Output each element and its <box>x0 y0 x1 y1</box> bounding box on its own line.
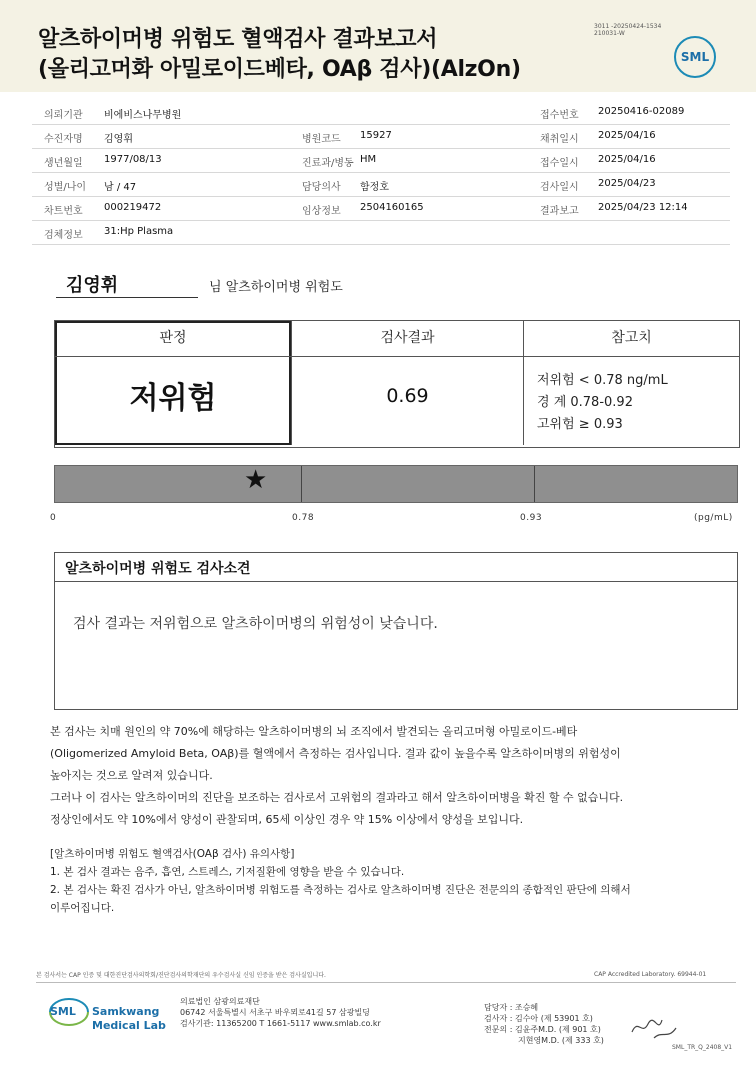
org-contact: 검사기관: 11365200 T 1661-5117 www.smlab.co.kr <box>180 1019 381 1028</box>
doc-code-line2: 210031-W <box>594 30 625 37</box>
chart-no-value: 000219472 <box>104 202 162 213</box>
sml-logo-name-line2: Medical Lab <box>92 1019 166 1032</box>
dept-value: HM <box>360 154 377 165</box>
birth-value: 1977/08/13 <box>104 154 162 165</box>
scale-label-mid: 0.78 <box>292 513 315 523</box>
reference-borderline: 경 계 0.78-0.92 <box>537 395 633 410</box>
description-line: 높아지는 것으로 알려져 있습니다. <box>50 769 213 782</box>
sml-logo-name-line1: Samkwang <box>92 1005 160 1018</box>
examinee-label: 수진자명 <box>44 134 83 145</box>
name-underline <box>56 297 198 298</box>
examinee-value: 김영휘 <box>104 134 133 145</box>
birth-label: 생년월일 <box>44 158 83 169</box>
org-address: 06742 서울특별시 서초구 바우뫼로41길 57 삼광빌딩 <box>180 1008 370 1017</box>
test-date-value: 2025/04/23 <box>598 178 656 189</box>
form-code: SML_TR_Q_2408_V1 <box>672 1044 733 1051</box>
description-line: 본 검사는 치매 원인의 약 70%에 해당하는 알츠하이머병의 뇌 조직에서 발견되는 올리고머형 아밀로이드-베타 <box>50 725 578 738</box>
info-row <box>32 148 730 173</box>
sex-age-value: 남 / 47 <box>104 182 137 193</box>
result-value: 0.69 <box>386 385 429 407</box>
scale-divider <box>534 466 535 502</box>
result-marker-star-icon: ★ <box>244 465 268 495</box>
scale-divider <box>301 466 302 502</box>
staff-specialist-2: 지현영M.D. (제 333 호) <box>518 1036 604 1045</box>
scale-label-high: 0.93 <box>520 513 543 523</box>
accreditation-note: 본 검사서는 CAP 인증 및 대한진단검사의학회/진단검사의학재단의 우수검사실 신임 인증을 받은 검사실입니다. <box>36 972 326 979</box>
doctor-value: 함정호 <box>360 182 389 193</box>
receipt-no-value: 20250416-02089 <box>598 106 685 117</box>
signature-icon <box>628 1010 680 1044</box>
staff-specialist: 전문의 : 김윤주M.D. (제 901 호) <box>484 1025 601 1034</box>
receipt-date-value: 2025/04/16 <box>598 154 656 165</box>
staff-manager: 담당자 : 조승혜 <box>484 1003 539 1012</box>
finding-box <box>54 552 738 710</box>
org-name: 의료법인 삼광의료재단 <box>180 997 260 1006</box>
patient-name: 김영휘 <box>66 275 119 296</box>
clinical-value: 2504160165 <box>360 202 424 213</box>
caution-item: 1. 본 검사 결과는 음주, 흡연, 스트레스, 기저질환에 영향을 받을 수 있습니다. <box>50 866 405 878</box>
institution-value: 비에비스나무병원 <box>104 110 182 121</box>
info-row <box>32 220 730 245</box>
dept-label: 진료과/병동 <box>302 158 354 169</box>
collection-date-value: 2025/04/16 <box>598 130 656 141</box>
patient-name-suffix: 님 알츠하이머병 위험도 <box>209 280 343 295</box>
reference-header: 참고치 <box>611 330 652 346</box>
description-line: 그러나 이 검사는 알츠하이머의 진단을 보조하는 검사로서 고위험의 결과라고 해서 알츠하이머병을 확진 할 수 없습니다. <box>50 791 624 804</box>
sml-logo-top: SML <box>674 36 716 78</box>
institution-label: 의뢰기관 <box>44 110 83 121</box>
footer-divider <box>36 982 736 983</box>
risk-scale-bar <box>54 465 738 503</box>
description-line: 정상인에서도 약 10%에서 양성이 관찰되며, 65세 이상인 경우 약 15% 이상에서 양성을 보입니다. <box>50 813 524 826</box>
caution-item-continued: 이루어집니다. <box>50 902 115 914</box>
result-table <box>54 320 740 448</box>
report-title-line1: 알츠하이머병 위험도 혈액검사 결과보고서 <box>38 27 438 52</box>
clinical-label: 임상정보 <box>302 206 341 217</box>
scale-unit-label: (pg/mL) <box>694 513 733 523</box>
description-line: (Oligomerized Amyloid Beta, OAβ)를 혈액에서 측정하는 검사입니다. 결과 값이 높을수록 알츠하이머병의 위험성이 <box>50 747 621 760</box>
specimen-label: 검체정보 <box>44 230 83 241</box>
test-date-label: 검사일시 <box>540 182 579 193</box>
report-date-value: 2025/04/23 12:14 <box>598 202 688 213</box>
sml-logo-mark: SML <box>50 1005 76 1018</box>
doctor-label: 담당의사 <box>302 182 341 193</box>
scale-label-min: 0 <box>50 513 57 523</box>
verdict-header: 판정 <box>159 330 187 346</box>
cap-accreditation: CAP Accredited Laboratory. 69944-01 <box>594 971 707 978</box>
table-header-divider <box>55 356 739 357</box>
doc-code-line1: 3011 -20250424-1534 <box>594 23 662 30</box>
info-row <box>32 172 730 197</box>
info-row <box>32 124 730 149</box>
reference-high: 고위험 ≥ 0.93 <box>537 417 623 432</box>
reference-low: 저위험 < 0.78 ng/mL <box>537 373 668 388</box>
caution-title: [알츠하이머병 위험도 혈액검사(OAβ 검사) 유의사항] <box>50 848 295 860</box>
result-header: 검사결과 <box>380 330 435 346</box>
finding-body: 검사 결과는 저위험으로 알츠하이머병의 위험성이 낮습니다. <box>73 616 438 632</box>
info-row <box>32 196 730 221</box>
finding-title: 알츠하이머병 위험도 검사소견 <box>65 561 251 577</box>
verdict-value: 저위험 <box>129 381 217 416</box>
chart-no-label: 차트번호 <box>44 206 83 217</box>
caution-item: 2. 본 검사는 확진 검사가 아닌, 알츠하이머병 위험도를 측정하는 검사로 알츠하이머병 진단은 전문의의 종합적인 판단에 의해서 <box>50 884 631 896</box>
finding-divider <box>55 581 737 582</box>
staff-examiner: 검사자 : 김수아 (제 53901 호) <box>484 1014 593 1023</box>
receipt-no-label: 접수번호 <box>540 110 579 121</box>
hospital-code-value: 15927 <box>360 130 392 141</box>
specimen-value: 31:Hp Plasma <box>104 226 174 237</box>
report-date-label: 결과보고 <box>540 206 579 217</box>
info-row <box>32 100 730 125</box>
collection-date-label: 채취일시 <box>540 134 579 145</box>
report-title-line2: (올리고머화 아밀로이드베타, OAβ 검사)(AlzOn) <box>38 57 521 82</box>
hospital-code-label: 병원코드 <box>302 134 341 145</box>
sex-age-label: 성별/나이 <box>44 182 87 193</box>
receipt-date-label: 접수일시 <box>540 158 579 169</box>
